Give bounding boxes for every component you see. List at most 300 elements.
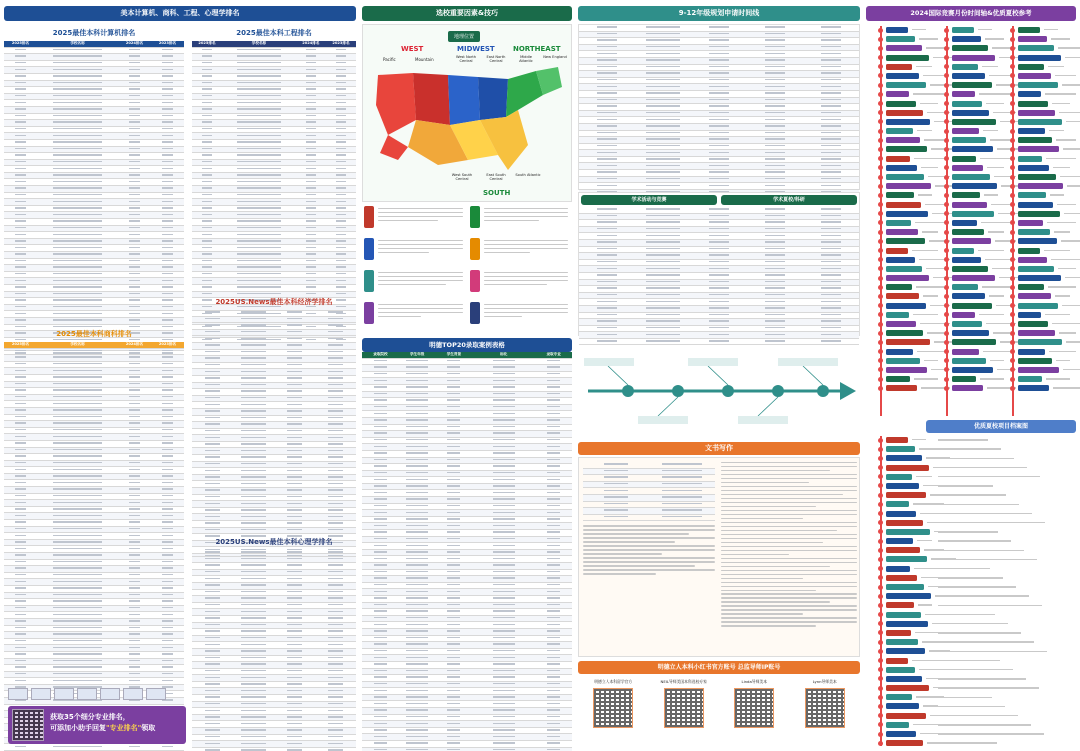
account-card[interactable]: [652, 676, 716, 748]
table-row: [4, 311, 184, 318]
table-cell: [274, 435, 315, 442]
table-cell: [296, 54, 326, 61]
table-cell: [192, 252, 222, 259]
table-row: [362, 490, 572, 497]
table-cell: [747, 170, 803, 177]
table-cell: [274, 455, 315, 462]
table-cell: [436, 457, 473, 464]
table-cell: [747, 123, 803, 130]
table-cell: [233, 349, 274, 356]
timeline-item: [866, 283, 936, 291]
account-card[interactable]: [581, 676, 645, 748]
table-row: [579, 220, 859, 227]
table-cell: [233, 609, 274, 616]
table-row: [4, 60, 184, 67]
table-cell: [579, 279, 635, 286]
table-row: [4, 238, 184, 245]
table-cell: [233, 369, 274, 376]
biz-ranking-title: 2025最佳本科商科排名: [56, 330, 132, 338]
table-cell: [151, 553, 184, 560]
table-cell: [399, 648, 436, 655]
table-cell: [222, 159, 296, 166]
table-row: [4, 434, 184, 441]
table-row: [579, 213, 859, 220]
table-cell: [472, 516, 535, 523]
table-cell: [274, 527, 315, 534]
timeline-dot-icon: [1010, 367, 1015, 372]
table-cell: [399, 404, 436, 411]
table-cell: [691, 332, 747, 339]
table-cell: [399, 510, 436, 517]
writing-panel: [578, 457, 860, 657]
summer-school-item: [938, 675, 1076, 683]
timeline-dot-icon: [878, 686, 883, 691]
table-row: [192, 192, 356, 199]
table-cell: [691, 57, 747, 64]
table-cell: [4, 298, 37, 305]
table-cell: [315, 448, 356, 455]
table-cell: [747, 57, 803, 64]
table-cell: [192, 527, 233, 534]
table-cell: [37, 172, 118, 179]
timeline-dot-icon: [878, 230, 883, 235]
col-2023: 2023排名: [151, 342, 184, 348]
table-cell: [37, 665, 118, 672]
table-cell: [579, 44, 635, 51]
table-cell: [118, 625, 151, 632]
table-cell: [472, 668, 535, 675]
table-cell: [118, 278, 151, 285]
table-row: [192, 596, 356, 603]
table-cell: [151, 388, 184, 395]
table-cell: [192, 232, 222, 239]
table-cell: [747, 163, 803, 170]
table-cell: [399, 595, 436, 602]
table-cell: [399, 424, 436, 431]
timeline-dot-icon: [878, 575, 883, 580]
table-cell: [118, 225, 151, 232]
table-cell: [691, 31, 747, 38]
table-cell: [362, 490, 399, 497]
timeline-item: [998, 265, 1076, 273]
table-row: [192, 382, 356, 389]
table-cell: [691, 71, 747, 78]
timeline-dot-icon: [878, 493, 883, 498]
timeline-item: [998, 182, 1076, 190]
table-row: [4, 355, 184, 362]
timeline-dot-icon: [1010, 211, 1015, 216]
table-cell: [399, 694, 436, 701]
table-cell: [436, 450, 473, 457]
account-card[interactable]: [793, 676, 857, 748]
table-cell: [362, 747, 399, 751]
subregion-wnc: West North Central: [455, 55, 477, 63]
table-cell: [315, 316, 356, 323]
table-row: [192, 54, 356, 61]
table-cell: [222, 106, 296, 113]
table-cell: [37, 153, 118, 160]
timeline-dot-icon: [878, 511, 883, 516]
timeline-dot-icon: [1010, 377, 1015, 382]
table-cell: [472, 655, 535, 662]
table-cell: [192, 615, 233, 622]
table-row: [192, 622, 356, 629]
table-cell: [274, 734, 315, 741]
table-cell: [315, 336, 356, 343]
table-cell: [747, 286, 803, 293]
table-cell: [635, 299, 691, 306]
table-cell: [649, 501, 715, 508]
table-cell: [37, 520, 118, 527]
table-cell: [192, 336, 233, 343]
table-row: [362, 563, 572, 570]
table-cell: [579, 325, 635, 332]
table-cell: [579, 97, 635, 104]
timeline-dot-icon: [944, 285, 949, 290]
table-row: [362, 668, 572, 675]
table-cell: [535, 516, 572, 523]
subregion-pacific: Pacific: [383, 57, 396, 62]
table-row: [192, 179, 356, 186]
table-cell: [151, 159, 184, 166]
table-cell: [151, 179, 184, 186]
table-cell: [118, 434, 151, 441]
table-row: [4, 172, 184, 179]
table-cell: [118, 219, 151, 226]
timeline-item: [932, 320, 1002, 328]
table-cell: [118, 553, 151, 560]
timeline-item: [932, 100, 1002, 108]
table-cell: [192, 468, 233, 475]
table-cell: [296, 212, 326, 219]
table-cell: [118, 539, 151, 546]
table-cell: [192, 747, 233, 751]
table-row: [4, 480, 184, 487]
table-cell: [747, 226, 803, 233]
table-cell: [192, 435, 233, 442]
table-cell: [315, 556, 356, 563]
table-row: [4, 427, 184, 434]
table-cell: [326, 258, 356, 265]
qr-code-icon[interactable]: [734, 688, 774, 728]
table-cell: [274, 668, 315, 675]
table-cell: [315, 369, 356, 376]
summer-school-item: [938, 666, 1076, 674]
table-cell: [399, 398, 436, 405]
table-row: [579, 183, 859, 190]
table-row: [4, 414, 184, 421]
table-cell: [399, 556, 436, 563]
table-cell: [399, 569, 436, 576]
qr-code-icon[interactable]: [593, 688, 633, 728]
table-cell: [4, 480, 37, 487]
timeline-dot-icon: [878, 285, 883, 290]
table-cell: [635, 292, 691, 299]
table-cell: [436, 688, 473, 695]
table-cell: [472, 727, 535, 734]
timeline-dot-icon: [878, 713, 883, 718]
timeline-item: [866, 611, 936, 619]
table-cell: [118, 394, 151, 401]
table-row: [192, 323, 356, 330]
table-cell: [472, 563, 535, 570]
table-cell: [535, 530, 572, 537]
table-cell: [535, 378, 572, 385]
table-row: [362, 721, 572, 728]
table-row: [4, 126, 184, 133]
table-cell: [362, 437, 399, 444]
table-cell: [472, 721, 535, 728]
table-cell: [399, 503, 436, 510]
timeline-item: [866, 302, 936, 310]
table-cell: [362, 688, 399, 695]
table-cell: [535, 747, 572, 751]
table-row: [579, 266, 859, 273]
table-cell: [315, 375, 356, 382]
table-cell: [635, 77, 691, 84]
table-cell: [151, 106, 184, 113]
table-cell: [37, 133, 118, 140]
subregion-enc: East North Central: [486, 55, 506, 63]
table-cell: [151, 520, 184, 527]
timeline-dot-icon: [944, 230, 949, 235]
table-row: [362, 628, 572, 635]
table-cell: [233, 642, 274, 649]
table-cell: [535, 675, 572, 682]
table-cell: [118, 47, 151, 54]
table-cell: [362, 602, 399, 609]
table-row: [4, 133, 184, 140]
table-cell: [37, 271, 118, 278]
table-cell: [315, 428, 356, 435]
table-cell: [37, 460, 118, 467]
table-cell: [436, 417, 473, 424]
table-cell: [118, 252, 151, 259]
table-row: [362, 516, 572, 523]
timeline-item: [866, 684, 936, 692]
table-cell: [37, 671, 118, 678]
table-cell: [37, 612, 118, 619]
table-cell: [274, 582, 315, 589]
summer-school-item: [938, 445, 1076, 453]
timeline-dot-icon: [878, 239, 883, 244]
table-cell: [192, 455, 233, 462]
table-cell: [233, 589, 274, 596]
table-cell: [635, 137, 691, 144]
account-label: Linda导师美本: [741, 679, 767, 684]
table-row: [579, 137, 859, 144]
table-row: [192, 349, 356, 356]
table-row: [192, 582, 356, 589]
table-cell: [118, 298, 151, 305]
table-row: [4, 645, 184, 652]
cs-table: [4, 41, 184, 358]
table-cell: [37, 232, 118, 239]
table-cell: [4, 278, 37, 285]
table-cell: [315, 507, 356, 514]
table-row: [192, 87, 356, 94]
table-cell: [274, 728, 315, 735]
table-cell: [315, 708, 356, 715]
timeline-item: [998, 256, 1076, 264]
table-row: [192, 507, 356, 514]
table-row: [362, 622, 572, 629]
table-cell: [118, 258, 151, 265]
table-cell: [4, 100, 37, 107]
timeline-dot-icon: [944, 165, 949, 170]
table-cell: [583, 488, 649, 495]
table-cell: [192, 695, 233, 702]
table-cell: [362, 523, 399, 530]
table-cell: [37, 139, 118, 146]
table-cell: [274, 701, 315, 708]
table-cell: [192, 159, 222, 166]
table-cell: [436, 734, 473, 741]
timeline-dot-icon: [944, 129, 949, 134]
table-cell: [326, 232, 356, 239]
table-cell: [192, 428, 233, 435]
table-cell: [4, 219, 37, 226]
timeline-item: [998, 247, 1076, 255]
table-cell: [151, 304, 184, 311]
table-row: [362, 503, 572, 510]
table-cell: [436, 384, 473, 391]
timeline-item: [998, 81, 1076, 89]
table-cell: [192, 415, 233, 422]
timeline-item: [866, 256, 936, 264]
table-cell: [4, 447, 37, 454]
table-cell: [37, 355, 118, 362]
table-cell: [315, 576, 356, 583]
timeline-item: [866, 210, 936, 218]
col-school: 学校名称: [37, 41, 118, 47]
table-cell: [362, 497, 399, 504]
writing-prompts-table: [583, 462, 715, 521]
table-cell: [118, 146, 151, 153]
table-cell: [635, 312, 691, 319]
qr-code-icon[interactable]: [805, 688, 845, 728]
timeline-dot-icon: [878, 46, 883, 51]
table-cell: [274, 428, 315, 435]
table-row: [4, 93, 184, 100]
table-cell: [37, 179, 118, 186]
timeline-item: [932, 302, 1002, 310]
table-cell: [233, 648, 274, 655]
table-cell: [151, 60, 184, 67]
table-cell: [37, 192, 118, 199]
table-cell: [579, 233, 635, 240]
timeline-dot-icon: [878, 465, 883, 470]
table-cell: [399, 701, 436, 708]
table-cell: [803, 226, 859, 233]
table-cell: [399, 431, 436, 438]
table-row: [362, 582, 572, 589]
table-cell: [362, 424, 399, 431]
table-cell: [4, 80, 37, 87]
table-cell: [296, 93, 326, 100]
table-cell: [4, 54, 37, 61]
table-cell: [37, 80, 118, 87]
timeline-dot-icon: [878, 83, 883, 88]
table-cell: [151, 638, 184, 645]
timeline-dot-icon: [878, 312, 883, 317]
table-cell: [4, 434, 37, 441]
table-cell: [192, 106, 222, 113]
table-cell: [233, 342, 274, 349]
table-cell: [192, 681, 233, 688]
summer-school-item: [938, 574, 1076, 582]
table-cell: [4, 526, 37, 533]
summer-school-item: [938, 519, 1076, 527]
qr-code-icon[interactable]: [664, 688, 704, 728]
table-cell: [4, 368, 37, 375]
table-cell: [296, 252, 326, 259]
qr-code-icon[interactable]: [12, 709, 44, 741]
table-cell: [803, 71, 859, 78]
table-cell: [274, 323, 315, 330]
table-cell: [535, 741, 572, 748]
table-cell: [118, 665, 151, 672]
table-cell: [233, 316, 274, 323]
timeline-item: [866, 311, 936, 319]
table-row: [192, 688, 356, 695]
table-cell: [315, 395, 356, 402]
table-cell: [315, 622, 356, 629]
selection-header: 选校重要因素&技巧: [362, 6, 572, 21]
table-cell: [37, 388, 118, 395]
table-cell: [118, 120, 151, 127]
timeline-dot-icon: [1010, 276, 1015, 281]
timeline-dot-icon: [1010, 294, 1015, 299]
table-cell: [118, 592, 151, 599]
table-cell: [4, 572, 37, 579]
table-row: [579, 163, 859, 170]
table-row: [192, 602, 356, 609]
table-cell: [436, 576, 473, 583]
table-row: [4, 361, 184, 368]
table-cell: [579, 246, 635, 253]
table-cell: [151, 278, 184, 285]
table-cell: [118, 87, 151, 94]
table-cell: [691, 38, 747, 45]
table-row: [4, 744, 184, 751]
table-cell: [233, 681, 274, 688]
timeline-dot-icon: [1010, 312, 1015, 317]
table-cell: [4, 355, 37, 362]
table-cell: [4, 47, 37, 54]
table-row: [362, 470, 572, 477]
table-cell: [37, 284, 118, 291]
table-cell: [151, 348, 184, 355]
table-cell: [803, 123, 859, 130]
table-cell: [803, 338, 859, 345]
account-card[interactable]: [722, 676, 786, 748]
table-cell: [4, 520, 37, 527]
table-cell: [151, 506, 184, 513]
table-row: [579, 305, 859, 312]
table-cell: [296, 179, 326, 186]
table-cell: [192, 648, 233, 655]
table-cell: [274, 362, 315, 369]
table-cell: [222, 172, 296, 179]
timeline-item: [998, 100, 1076, 108]
table-cell: [233, 721, 274, 728]
table-cell: [233, 635, 274, 642]
table-cell: [4, 539, 37, 546]
table-cell: [315, 488, 356, 495]
table-cell: [37, 454, 118, 461]
table-cell: [192, 67, 222, 74]
